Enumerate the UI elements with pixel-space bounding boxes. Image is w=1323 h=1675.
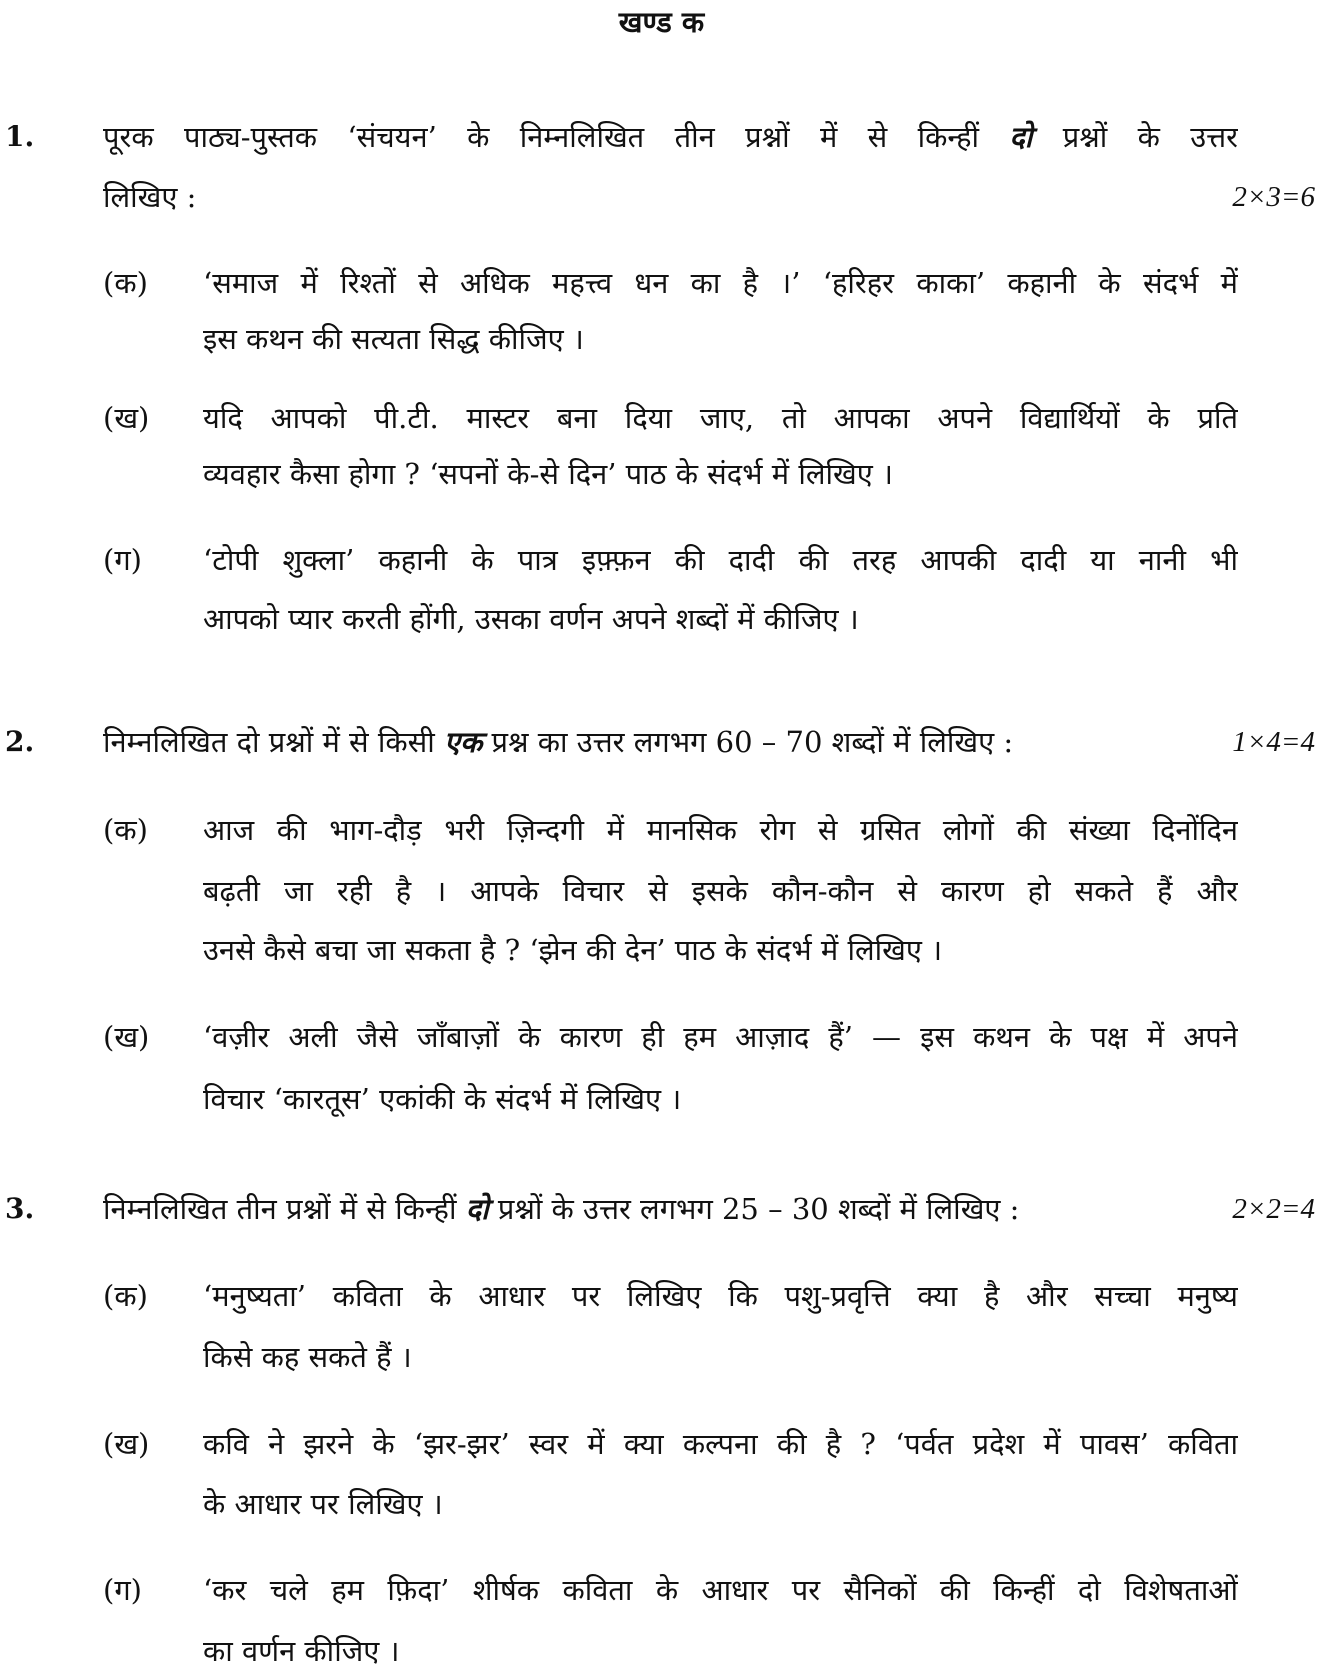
- part-label: (क): [103, 266, 148, 300]
- part-text-line: आज की भाग-दौड़ भरी ज़िन्दगी में मानसिक रोग से ग्रसित लोगों की संख्या दिनोंदिन: [203, 813, 1238, 847]
- emphasis: दो: [465, 1192, 489, 1226]
- emphasis: एक: [444, 725, 483, 759]
- question-text-part: प्रश्नों के उत्तर: [1062, 120, 1238, 154]
- part-text-line: बढ़ती जा रही है । आपके विचार से इसके कौन-कौन से कारण हो सकते हैं और: [203, 874, 1238, 908]
- part-text-line: यदि आपको पी.टी. मास्टर बना दिया जाए, तो आपका अपने विद्यार्थियों के प्रति: [203, 401, 1238, 435]
- part-text-line: के आधार पर लिखिए ।: [203, 1487, 443, 1521]
- part-label: (क): [103, 1279, 148, 1313]
- emphasis: दो: [1009, 120, 1033, 154]
- part-label: (ग): [103, 543, 142, 577]
- part-text-line: ‘टोपी शुक्ला’ कहानी के पात्र इफ़्फ़न की दादी की तरह आपकी दादी या नानी भी: [203, 543, 1238, 577]
- part-text-line: उनसे कैसे बचा जा सकता है ? ‘झेन की देन’ पाठ के संदर्भ में लिखिए ।: [203, 933, 943, 967]
- question-number: 3.: [5, 1192, 35, 1225]
- question-text: [103, 117, 1238, 157]
- part-text-line: ‘वज़ीर अली जैसे जाँबाज़ों के कारण ही हम आज़ाद हैं’ — इस कथन के पक्ष में अपने: [203, 1020, 1238, 1054]
- part-label: (क): [103, 813, 148, 847]
- marks: 1×4=4: [1232, 726, 1315, 758]
- part-label: (ख): [103, 1427, 150, 1461]
- marks: 2×2=4: [1232, 1193, 1315, 1225]
- part-text-line: का वर्णन कीजिए ।: [203, 1634, 400, 1668]
- question-text-part: निम्नलिखित दो प्रश्नों में से किसी: [103, 725, 435, 759]
- question-number: 1.: [5, 120, 35, 153]
- part-text-line: किसे कह सकते हैं ।: [203, 1340, 412, 1374]
- question-text: [103, 1189, 1019, 1229]
- part-label: (ग): [103, 1573, 142, 1607]
- question-text-line: लिखिए :: [103, 180, 197, 214]
- part-text-line: विचार ‘कारतूस’ एकांकी के संदर्भ में लिखिए ।: [203, 1082, 682, 1116]
- question-text-part: प्रश्नों के उत्तर लगभग 25 – 30 शब्दों में लिखिए :: [497, 1192, 1020, 1226]
- question-number: 2.: [5, 725, 35, 758]
- part-text-line: ‘मनुष्यता’ कविता के आधार पर लिखिए कि पशु-प्रवृत्ति क्या है और सच्चा मनुष्य: [203, 1279, 1238, 1313]
- part-text-line: व्यवहार कैसा होगा ? ‘सपनों के-से दिन’ पाठ के संदर्भ में लिखिए ।: [203, 457, 894, 491]
- question-text-part: पूरक पाठ्य-पुस्तक ‘संचयन’ के निम्नलिखित तीन प्रश्नों में से किन्हीं: [103, 120, 980, 154]
- marks: 2×3=6: [1232, 181, 1315, 213]
- section-heading: खण्ड क: [618, 5, 705, 39]
- part-text-line: ‘समाज में रिश्तों से अधिक महत्त्व धन का है ।’ ‘हरिहर काका’ कहानी के संदर्भ में: [203, 266, 1238, 300]
- part-text-line: आपको प्यार करती होंगी, उसका वर्णन अपने शब्दों में कीजिए ।: [203, 602, 859, 636]
- question-text: [103, 722, 1013, 762]
- part-label: (ख): [103, 1020, 150, 1054]
- part-text-line: कवि ने झरने के ‘झर-झर’ स्वर में क्या कल्पना की है ? ‘पर्वत प्रदेश में पावस’ कविता: [203, 1427, 1238, 1461]
- part-label: (ख): [103, 401, 150, 435]
- part-text-line: इस कथन की सत्यता सिद्ध कीजिए ।: [203, 322, 584, 356]
- question-text-part: निम्नलिखित तीन प्रश्नों में से किन्हीं: [103, 1192, 457, 1226]
- question-text-part: प्रश्न का उत्तर लगभग 60 – 70 शब्दों में लिखिए :: [491, 725, 1014, 759]
- part-text-line: ‘कर चले हम फ़िदा’ शीर्षक कविता के आधार पर सैनिकों की किन्हीं दो विशेषताओं: [203, 1573, 1238, 1607]
